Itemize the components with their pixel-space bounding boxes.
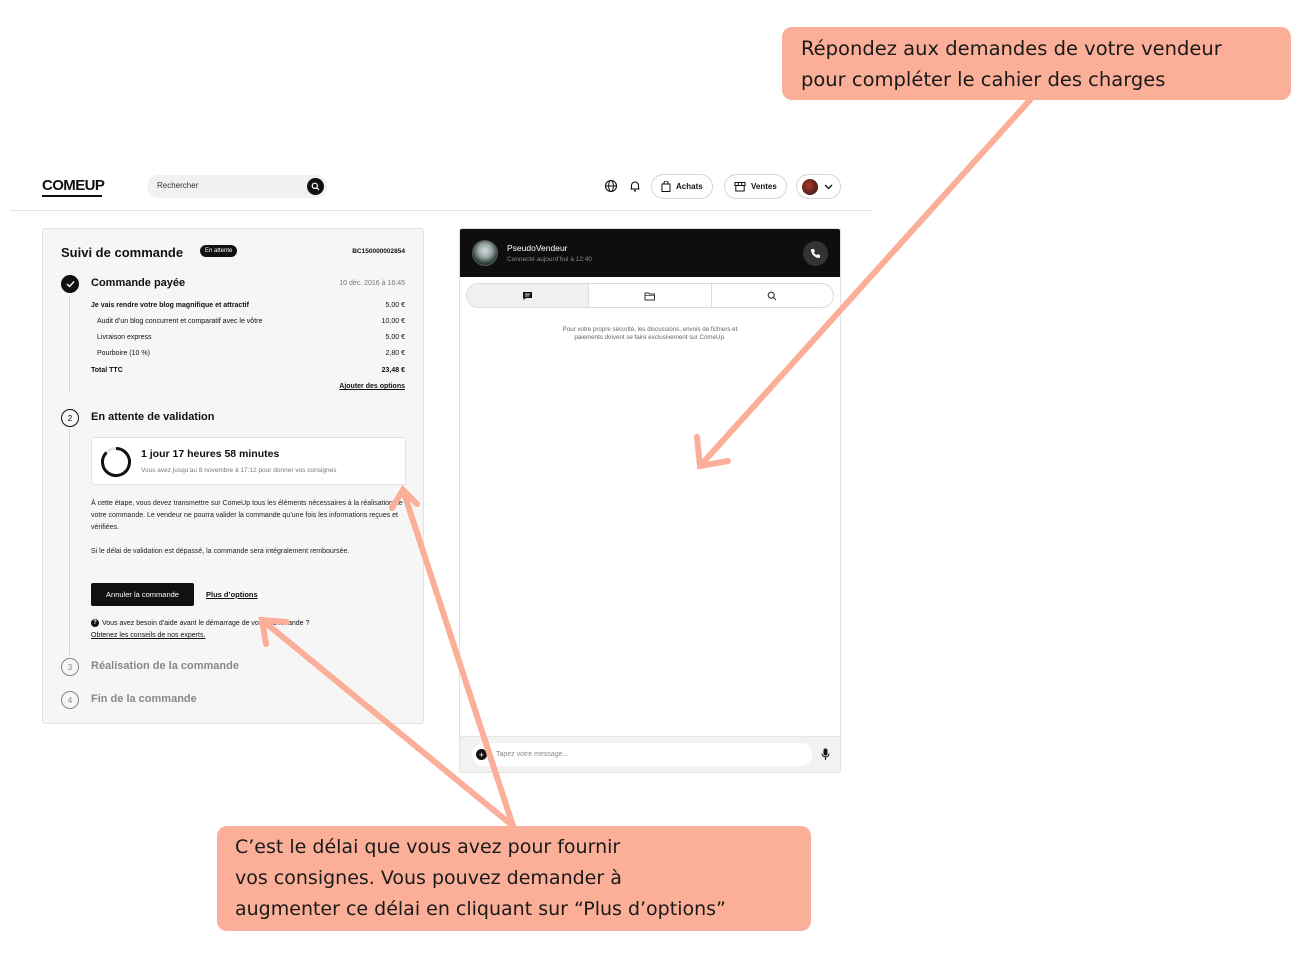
- annotation-callout-top: [782, 27, 1291, 100]
- order-tracking-panel: [42, 228, 424, 724]
- storefront-icon: [734, 181, 746, 192]
- callout-line: C’est le délai que vous avez pour fournir: [235, 836, 621, 858]
- callout-line: pour compléter le cahier des charges: [801, 68, 1166, 91]
- chat-header: [460, 229, 840, 277]
- help-line: [91, 619, 309, 627]
- line-item-label: Pourboire (10 %): [97, 350, 150, 357]
- annotation-callout-bottom: [217, 826, 811, 931]
- microphone-icon[interactable]: [821, 748, 830, 761]
- help-text: Vous avez besoin d’aide avant le démarrage de votre commande ?: [102, 619, 310, 627]
- step-4-title: Fin de la commande: [91, 693, 197, 705]
- phone-icon: [810, 248, 821, 259]
- tab-messages[interactable]: [467, 284, 589, 307]
- search-icon: [767, 291, 777, 301]
- message-placeholder: Tapez votre message...: [496, 751, 569, 758]
- shopping-bag-icon: [661, 181, 671, 192]
- countdown-deadline: Vous avez jusqu’au 8 novembre à 17:12 pour donner vos consignes: [141, 467, 337, 474]
- purchases-button[interactable]: [651, 174, 713, 199]
- callout-line: vos consignes. Vous pouvez demander à: [235, 867, 622, 889]
- instructions-paragraph: À cette étape, vous devez transmettre sur ComeUp tous les éléments nécessaires à la réalisation de votre commande. Le vendeur ne pourra valider la commande qu’une fois les informations reçues et vérifiées.: [91, 500, 403, 531]
- search-button[interactable]: [307, 178, 324, 195]
- line-item-price: 5,00 €: [385, 302, 405, 309]
- message-input[interactable]: [472, 743, 812, 766]
- chat-panel: [459, 228, 841, 773]
- order-title: Suivi de commande: [61, 245, 184, 260]
- more-options-link[interactable]: Plus d’options: [206, 590, 258, 599]
- line-item-label: Livraison express: [97, 334, 152, 341]
- step-3-number: 3: [61, 658, 79, 676]
- security-notice: Pour votre propre sécurité, les discussions, envois de fichiers et paiements doivent se faire exclusivement sur ComeUp.: [562, 326, 738, 341]
- status-badge: En attente: [200, 245, 237, 257]
- step-2-title: En attente de validation: [91, 411, 215, 423]
- comeup-logo[interactable]: [42, 177, 104, 197]
- messages-icon: [522, 291, 533, 301]
- call-button[interactable]: [803, 241, 828, 266]
- attach-plus-icon[interactable]: +: [476, 749, 487, 760]
- step-1-title: Commande payée: [91, 277, 186, 289]
- step-1-check: [61, 275, 79, 293]
- top-navigation: [10, 170, 872, 211]
- refund-paragraph: Si le délai de validation est dépassé, la commande sera intégralement remboursée.: [91, 548, 350, 555]
- purchases-label: Achats: [676, 182, 703, 191]
- tab-files[interactable]: [589, 284, 711, 307]
- callout-line: augmenter ce délai en cliquant sur “Plus d’options”: [235, 898, 726, 920]
- seller-status: Connecté aujourd’hui à 12:40: [507, 256, 592, 263]
- line-item-label: Audit d’un blog concurrent et comparatif avec le vôtre: [97, 318, 263, 325]
- line-item-price: 10,00 €: [381, 318, 405, 325]
- countdown-ring-icon: [100, 446, 132, 478]
- search-icon: [311, 182, 320, 191]
- folder-icon: [644, 291, 656, 301]
- logo-underline: [42, 195, 102, 197]
- chat-tabs: [466, 283, 834, 308]
- check-icon: [66, 280, 75, 288]
- sales-button[interactable]: [724, 174, 787, 199]
- expert-advice-link[interactable]: Obtenez les conseils de nos experts.: [91, 632, 206, 639]
- paid-date: 10 déc. 2016 à 16:45: [339, 280, 405, 287]
- callout-line: Répondez aux demandes de votre vendeur: [801, 37, 1222, 60]
- step-2-number: 2: [61, 409, 79, 427]
- chevron-down-icon: [824, 184, 833, 190]
- sales-label: Ventes: [751, 182, 777, 191]
- line-item-price: 2,80 €: [385, 350, 405, 357]
- line-item-price: 5,00 €: [385, 334, 405, 341]
- cancel-order-button[interactable]: Annuler la commande: [91, 583, 194, 606]
- avatar: [802, 179, 818, 195]
- tab-search[interactable]: [712, 284, 833, 307]
- logo-text: COMEUP: [42, 177, 105, 194]
- step-4-number: 4: [61, 691, 79, 709]
- step-3-title: Réalisation de la commande: [91, 660, 239, 672]
- add-options-link[interactable]: Ajouter des options: [339, 383, 405, 390]
- countdown-value: 1 jour 17 heures 58 minutes: [141, 448, 280, 460]
- step-connector: [69, 429, 70, 655]
- seller-name[interactable]: PseudoVendeur: [507, 243, 568, 253]
- globe-icon[interactable]: [604, 179, 618, 193]
- search-bar[interactable]: [147, 175, 327, 198]
- account-menu[interactable]: [796, 174, 841, 199]
- bell-icon[interactable]: [628, 179, 642, 193]
- order-id: BC150000002854: [352, 248, 405, 255]
- help-question-icon: ?: [91, 619, 99, 627]
- countdown-box: [91, 437, 406, 485]
- step-connector: [69, 296, 70, 392]
- total-value: 23,48 €: [381, 367, 405, 374]
- message-composer: [460, 736, 840, 772]
- total-label: Total TTC: [91, 367, 123, 374]
- line-item-label: Je vais rendre votre blog magnifique et attractif: [91, 302, 249, 309]
- search-input[interactable]: Rechercher: [157, 181, 199, 190]
- seller-avatar[interactable]: [472, 240, 498, 266]
